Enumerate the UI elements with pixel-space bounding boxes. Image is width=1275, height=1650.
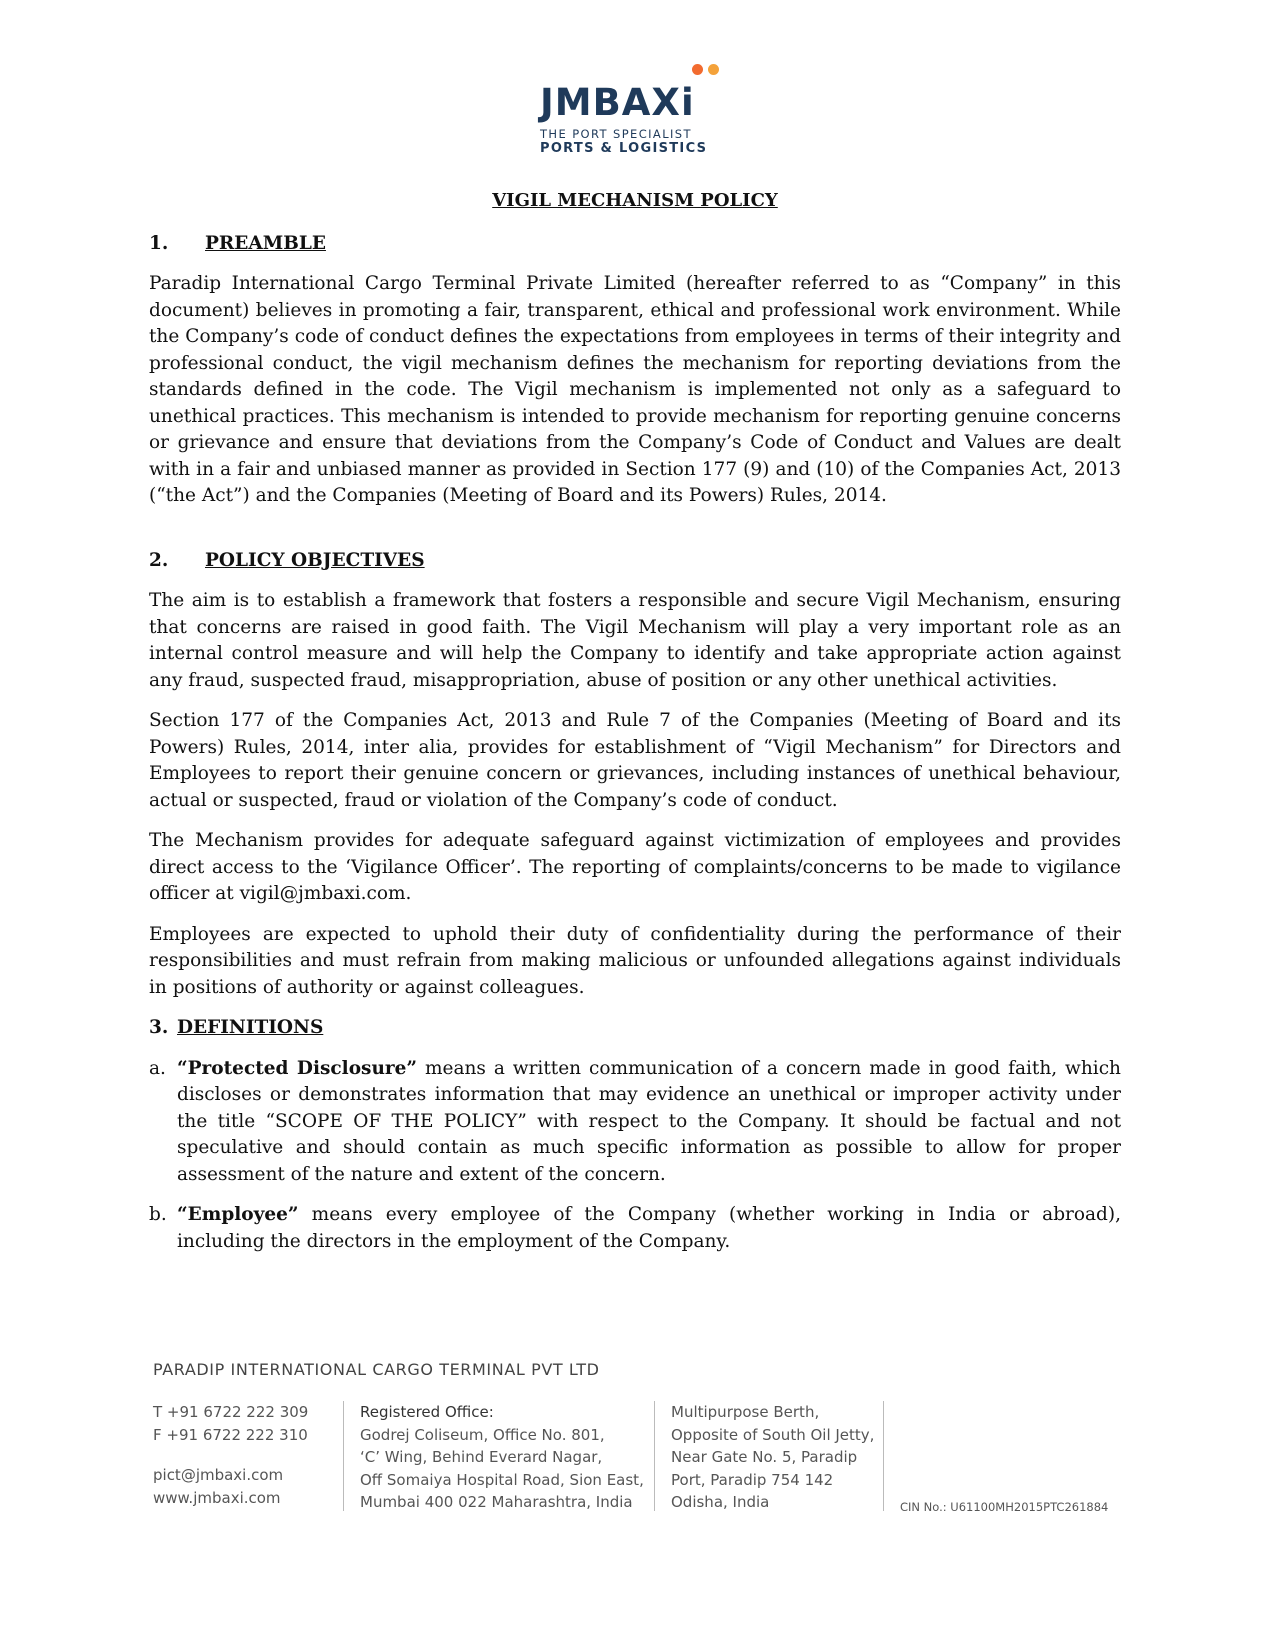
definition-item [149,1202,1121,1255]
definition-item [149,1056,1121,1189]
section-title: POLICY OBJECTIVES [205,549,425,571]
definition-text: means every employee of the Company (whether working in India or abroad), including the directors in the employment of the Company. [177,1204,1121,1252]
section-title: PREAMBLE [205,232,326,254]
section-title: DEFINITIONS [177,1017,324,1038]
logo-wordmark: JMBAXi [540,81,695,124]
footer-divider [343,1401,344,1511]
footer-company-name: PARADIP INTERNATIONAL CARGO TERMINAL PVT LTD [153,1360,600,1379]
definition-letter: b. [149,1204,167,1225]
footer-email: pict@jmbaxi.com [153,1466,284,1484]
section-heading [149,1015,1121,1042]
paragraph: The aim is to establish a framework that fosters a responsible and secure Vigil Mechanism, ensuring that concerns are raised in good faith. The Vigil Mechanism will play a very important role as an internal control measure and will help the Company to identify and take appropriate action against any fraud, suspected fraud, misappropriation, abuse of position or any other unethical activities. [149,590,1121,691]
definition-body [177,1056,1121,1189]
address-line: Odisha, India [671,1493,770,1511]
footer-website: www.jmbaxi.com [153,1488,281,1507]
address-line: ‘C’ Wing, Behind Everard Nagar, [360,1448,603,1466]
paragraph: Employees are expected to uphold their duty of confidentiality during the performance of their responsibilities and must refrain from making malicious or unfounded allegations against individuals in positions of authority or against colleagues. [149,923,1121,998]
logo-tagline: THE PORT SPECIALIST [540,127,692,141]
footer-contact [153,1401,333,1509]
paragraph: The Mechanism provides for adequate safeguard against victimization of employees and provides direct access to the ‘Vigilance Officer’. The reporting of complaints/concerns to be made to vigilance officer at vigil@jmbaxi.com. [149,830,1121,904]
footer-phone: T +91 6722 222 309 [153,1403,309,1421]
logo-dot [708,64,719,75]
footer-berth-address [671,1401,891,1514]
section-number: 3. [149,1017,169,1038]
section-number: 1. [149,232,169,254]
paragraph: Section 177 of the Companies Act, 2013 and Rule 7 of the Companies (Meeting of Board and its Powers) Rules, 2014, inter alia, provides for establishment of “Vigil Mechanism” for Directors and Employees to report their genuine concern or grievances, including instances of unethical behaviour, actual or suspected, fraud or violation of the Company’s code of conduct. [149,710,1121,811]
footer-cin: CIN No.: U61100MH2015PTC261884 [900,1500,1109,1514]
page-title: VIGIL MECHANISM POLICY [492,190,778,211]
section-number: 2. [149,549,169,571]
address-line: Mumbai 400 022 Maharashtra, India [360,1493,633,1511]
paragraph: Paradip International Cargo Terminal Private Limited (hereafter referred to as “Company” in this document) believes in promoting a fair, transparent, ethical and professional work environment. While the Company’s code of conduct defines the expectations from employees in terms of their integrity and professional conduct, the vigil mechanism defines the mechanism for reporting deviations from the standards defined in the code. The Vigil mechanism is implemented not only as a safeguard to unethical practices. This mechanism is intended to provide mechanism for reporting genuine concerns or grievance and ensure that deviations from the Company’s Code of Conduct and Values are dealt with in a fair and unbiased manner as provided in Section 177 (9) and (10) of the Companies Act, 2013 (“the Act”) and the Companies (Meeting of Board and its Powers) Rules, 2014. [149,273,1121,506]
definition-term: “Protected Disclosure” [177,1057,418,1079]
footer-divider [654,1401,655,1511]
address-line: Opposite of South Oil Jetty, [671,1425,875,1444]
definition-term: “Employee” [177,1204,299,1225]
definition-letter: a. [149,1057,166,1079]
registered-office-label: Registered Office: [360,1403,494,1421]
address-line: Port, Paradip 754 142 [671,1470,834,1489]
definition-text: means a written communication of a concern made in good faith, which discloses or demonstrates information that may evidence an unethical or improper activity under the title “SCOPE OF THE POLICY” with respect to the Company. It should be factual and not speculative and should contain as much specific information as possible to allow for proper assessment of the nature and extent of the concern. [177,1057,1121,1185]
section-heading [149,231,1121,258]
address-line: Godrej Coliseum, Office No. 801, [360,1425,605,1444]
address-line: Near Gate No. 5, Paradip [671,1448,858,1466]
footer-fax: F +91 6722 222 310 [153,1425,308,1444]
company-logo [540,62,730,157]
definition-body [177,1202,1121,1255]
page-footer [153,1360,1133,1521]
address-line: Multipurpose Berth, [671,1403,820,1421]
document-body [149,188,1121,1269]
section-heading [149,548,1121,575]
footer-registered-office [360,1401,650,1514]
footer-divider [883,1401,884,1511]
logo-subtag: PORTS & LOGISTICS [540,141,708,156]
logo-dot [692,64,703,75]
address-line: Off Somaiya Hospital Road, Sion East, [360,1470,644,1489]
